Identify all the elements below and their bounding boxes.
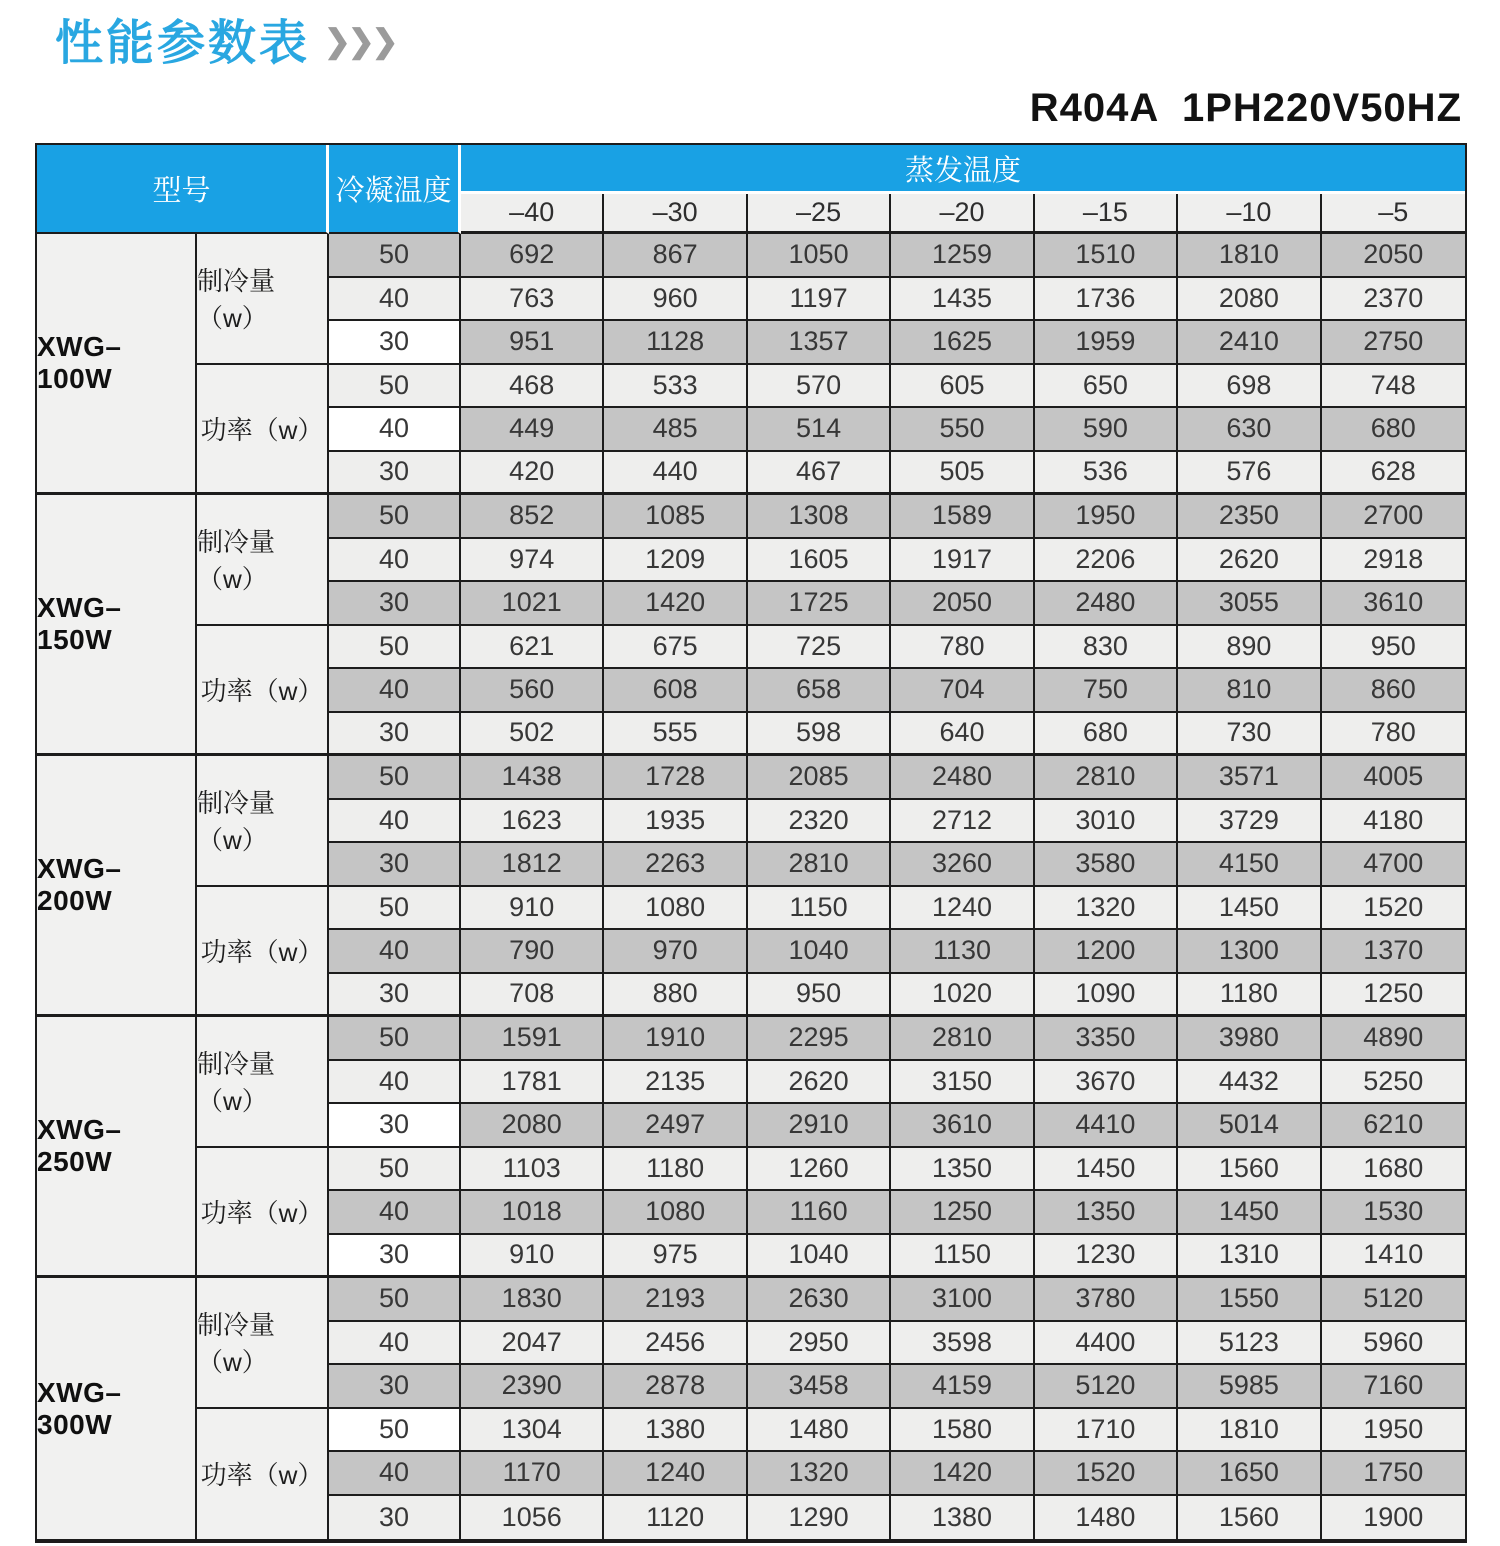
evap-temp-col-header: –10 xyxy=(1178,194,1321,234)
cond-temp-cell: 30 xyxy=(329,321,461,365)
data-cell: 467 xyxy=(748,452,891,496)
data-cell: 790 xyxy=(461,930,604,974)
data-cell: 1510 xyxy=(1035,234,1178,278)
data-cell: 1736 xyxy=(1035,278,1178,322)
data-cell: 505 xyxy=(891,452,1034,496)
data-cell: 2497 xyxy=(604,1104,747,1148)
data-cell: 555 xyxy=(604,713,747,757)
data-cell: 1750 xyxy=(1322,1452,1465,1496)
cond-temp-cell: 40 xyxy=(329,800,461,844)
data-cell: 468 xyxy=(461,365,604,409)
data-cell: 1080 xyxy=(604,887,747,931)
data-cell: 1056 xyxy=(461,1496,604,1540)
data-cell: 975 xyxy=(604,1235,747,1279)
cond-temp-cell: 50 xyxy=(329,1278,461,1322)
cond-temp-cell: 50 xyxy=(329,1017,461,1061)
data-cell: 1320 xyxy=(1035,887,1178,931)
section-label-cooling: 制冷量（w） xyxy=(197,1278,329,1409)
cond-temp-cell: 40 xyxy=(329,1452,461,1496)
data-cell: 1290 xyxy=(748,1496,891,1540)
data-cell: 4150 xyxy=(1178,843,1321,887)
data-cell: 2456 xyxy=(604,1322,747,1366)
data-cell: 2480 xyxy=(891,756,1034,800)
data-cell: 1090 xyxy=(1035,974,1178,1018)
data-cell: 1550 xyxy=(1178,1278,1321,1322)
data-cell: 1935 xyxy=(604,800,747,844)
data-cell: 1120 xyxy=(604,1496,747,1540)
data-cell: 2135 xyxy=(604,1061,747,1105)
data-cell: 1160 xyxy=(748,1191,891,1235)
data-cell: 830 xyxy=(1035,626,1178,670)
data-cell: 2263 xyxy=(604,843,747,887)
data-cell: 748 xyxy=(1322,365,1465,409)
data-cell: 5960 xyxy=(1322,1322,1465,1366)
data-cell: 1812 xyxy=(461,843,604,887)
data-cell: 550 xyxy=(891,408,1034,452)
evap-temp-col-header: –5 xyxy=(1322,194,1465,234)
data-cell: 3598 xyxy=(891,1322,1034,1366)
data-cell: 1450 xyxy=(1035,1148,1178,1192)
cond-temp-cell: 30 xyxy=(329,843,461,887)
data-cell: 1380 xyxy=(604,1409,747,1453)
data-cell: 675 xyxy=(604,626,747,670)
cond-temp-cell: 40 xyxy=(329,1061,461,1105)
cond-temp-cell: 30 xyxy=(329,1365,461,1409)
cond-temp-cell: 30 xyxy=(329,582,461,626)
data-cell: 536 xyxy=(1035,452,1178,496)
model-cell: XWG–300W xyxy=(37,1278,197,1539)
data-cell: 1250 xyxy=(891,1191,1034,1235)
data-cell: 1710 xyxy=(1035,1409,1178,1453)
data-cell: 2810 xyxy=(1035,756,1178,800)
data-cell: 1050 xyxy=(748,234,891,278)
data-cell: 4400 xyxy=(1035,1322,1178,1366)
data-cell: 1260 xyxy=(748,1148,891,1192)
data-cell: 890 xyxy=(1178,626,1321,670)
data-cell: 3610 xyxy=(891,1104,1034,1148)
data-cell: 2295 xyxy=(748,1017,891,1061)
data-cell: 2810 xyxy=(891,1017,1034,1061)
perf-table xyxy=(35,143,1467,1543)
data-cell: 750 xyxy=(1035,669,1178,713)
model-cell: XWG–150W xyxy=(37,495,197,756)
data-cell: 780 xyxy=(1322,713,1465,757)
data-cell: 1197 xyxy=(748,278,891,322)
section-label-power: 功率（w） xyxy=(197,365,329,496)
data-cell: 1591 xyxy=(461,1017,604,1061)
data-cell: 4410 xyxy=(1035,1104,1178,1148)
data-cell: 1150 xyxy=(748,887,891,931)
header-evaporating-temp: 蒸发温度 xyxy=(461,145,1465,194)
cond-temp-cell: 40 xyxy=(329,539,461,583)
data-cell: 1950 xyxy=(1322,1409,1465,1453)
data-cell: 2630 xyxy=(748,1278,891,1322)
data-cell: 1580 xyxy=(891,1409,1034,1453)
data-cell: 960 xyxy=(604,278,747,322)
data-cell: 1020 xyxy=(891,974,1034,1018)
cond-temp-cell: 50 xyxy=(329,887,461,931)
data-cell: 950 xyxy=(748,974,891,1018)
data-cell: 2080 xyxy=(1178,278,1321,322)
data-cell: 950 xyxy=(1322,626,1465,670)
data-cell: 3260 xyxy=(891,843,1034,887)
data-cell: 3610 xyxy=(1322,582,1465,626)
data-cell: 1605 xyxy=(748,539,891,583)
data-cell: 2080 xyxy=(461,1104,604,1148)
data-cell: 1725 xyxy=(748,582,891,626)
data-cell: 640 xyxy=(891,713,1034,757)
cond-temp-cell: 50 xyxy=(329,1148,461,1192)
data-cell: 1230 xyxy=(1035,1235,1178,1279)
data-cell: 2712 xyxy=(891,800,1034,844)
data-cell: 1950 xyxy=(1035,495,1178,539)
data-cell: 650 xyxy=(1035,365,1178,409)
data-cell: 7160 xyxy=(1322,1365,1465,1409)
cond-temp-cell: 30 xyxy=(329,1496,461,1540)
data-cell: 628 xyxy=(1322,452,1465,496)
evap-temp-col-header: –30 xyxy=(604,194,747,234)
data-cell: 449 xyxy=(461,408,604,452)
data-cell: 3670 xyxy=(1035,1061,1178,1105)
data-cell: 780 xyxy=(891,626,1034,670)
cond-temp-cell: 30 xyxy=(329,713,461,757)
section-label-cooling: 制冷量（w） xyxy=(197,234,329,365)
data-cell: 2206 xyxy=(1035,539,1178,583)
data-cell: 1420 xyxy=(891,1452,1034,1496)
data-cell: 1040 xyxy=(748,930,891,974)
data-cell: 5120 xyxy=(1035,1365,1178,1409)
data-cell: 852 xyxy=(461,495,604,539)
data-cell: 1810 xyxy=(1178,1409,1321,1453)
data-cell: 1080 xyxy=(604,1191,747,1235)
data-cell: 1130 xyxy=(891,930,1034,974)
data-cell: 1350 xyxy=(891,1148,1034,1192)
data-cell: 2878 xyxy=(604,1365,747,1409)
data-cell: 1410 xyxy=(1322,1235,1465,1279)
data-cell: 5123 xyxy=(1178,1322,1321,1366)
data-cell: 1357 xyxy=(748,321,891,365)
data-cell: 1625 xyxy=(891,321,1034,365)
data-cell: 692 xyxy=(461,234,604,278)
data-cell: 880 xyxy=(604,974,747,1018)
cond-temp-cell: 50 xyxy=(329,495,461,539)
model-cell: XWG–200W xyxy=(37,756,197,1017)
data-cell: 704 xyxy=(891,669,1034,713)
data-cell: 1450 xyxy=(1178,1191,1321,1235)
data-cell: 680 xyxy=(1322,408,1465,452)
data-cell: 590 xyxy=(1035,408,1178,452)
cond-temp-cell: 50 xyxy=(329,234,461,278)
evap-temp-col-header: –15 xyxy=(1035,194,1178,234)
data-cell: 1250 xyxy=(1322,974,1465,1018)
data-cell: 680 xyxy=(1035,713,1178,757)
data-cell: 1240 xyxy=(604,1452,747,1496)
data-cell: 2620 xyxy=(748,1061,891,1105)
data-cell: 598 xyxy=(748,713,891,757)
data-cell: 2918 xyxy=(1322,539,1465,583)
data-cell: 2910 xyxy=(748,1104,891,1148)
cond-temp-cell: 50 xyxy=(329,756,461,800)
data-cell: 2085 xyxy=(748,756,891,800)
data-cell: 2370 xyxy=(1322,278,1465,322)
data-cell: 605 xyxy=(891,365,1034,409)
data-cell: 3150 xyxy=(891,1061,1034,1105)
cond-temp-cell: 40 xyxy=(329,1322,461,1366)
data-cell: 2950 xyxy=(748,1322,891,1366)
data-cell: 3580 xyxy=(1035,843,1178,887)
data-cell: 485 xyxy=(604,408,747,452)
chevron-right-icon: ❯❯❯ xyxy=(324,22,396,59)
data-cell: 1680 xyxy=(1322,1148,1465,1192)
data-cell: 1623 xyxy=(461,800,604,844)
data-cell: 3100 xyxy=(891,1278,1034,1322)
section-label-cooling: 制冷量（w） xyxy=(197,495,329,626)
data-cell: 4890 xyxy=(1322,1017,1465,1061)
data-cell: 725 xyxy=(748,626,891,670)
cond-temp-cell: 40 xyxy=(329,278,461,322)
data-cell: 951 xyxy=(461,321,604,365)
data-cell: 1480 xyxy=(1035,1496,1178,1540)
evap-temp-col-header: –20 xyxy=(891,194,1034,234)
page-title: 性能参数表 xyxy=(55,17,311,70)
data-cell: 5120 xyxy=(1322,1278,1465,1322)
data-cell: 570 xyxy=(748,365,891,409)
data-cell: 1170 xyxy=(461,1452,604,1496)
cond-temp-cell: 30 xyxy=(329,1104,461,1148)
data-cell: 3458 xyxy=(748,1365,891,1409)
header-condensing-temp: 冷凝温度 xyxy=(329,145,461,234)
data-cell: 1650 xyxy=(1178,1452,1321,1496)
data-cell: 2700 xyxy=(1322,495,1465,539)
data-cell: 1560 xyxy=(1178,1496,1321,1540)
cond-temp-cell: 30 xyxy=(329,452,461,496)
data-cell: 1530 xyxy=(1322,1191,1465,1235)
evap-temp-col-header: –25 xyxy=(748,194,891,234)
model-cell: XWG–250W xyxy=(37,1017,197,1278)
data-cell: 3780 xyxy=(1035,1278,1178,1322)
data-cell: 3010 xyxy=(1035,800,1178,844)
data-cell: 1370 xyxy=(1322,930,1465,974)
data-cell: 560 xyxy=(461,669,604,713)
data-cell: 1209 xyxy=(604,539,747,583)
data-cell: 658 xyxy=(748,669,891,713)
data-cell: 3055 xyxy=(1178,582,1321,626)
data-cell: 1308 xyxy=(748,495,891,539)
data-cell: 1589 xyxy=(891,495,1034,539)
data-cell: 1259 xyxy=(891,234,1034,278)
data-cell: 1040 xyxy=(748,1235,891,1279)
data-cell: 3350 xyxy=(1035,1017,1178,1061)
data-cell: 867 xyxy=(604,234,747,278)
data-cell: 4159 xyxy=(891,1365,1034,1409)
data-cell: 1320 xyxy=(748,1452,891,1496)
data-cell: 502 xyxy=(461,713,604,757)
data-cell: 1480 xyxy=(748,1409,891,1453)
title-row xyxy=(55,4,395,73)
cond-temp-cell: 40 xyxy=(329,930,461,974)
evap-temp-col-header: –40 xyxy=(461,194,604,234)
data-cell: 1520 xyxy=(1035,1452,1178,1496)
cond-temp-cell: 40 xyxy=(329,669,461,713)
data-cell: 4180 xyxy=(1322,800,1465,844)
data-cell: 1300 xyxy=(1178,930,1321,974)
data-cell: 2320 xyxy=(748,800,891,844)
data-cell: 1910 xyxy=(604,1017,747,1061)
data-cell: 5985 xyxy=(1178,1365,1321,1409)
data-cell: 1103 xyxy=(461,1148,604,1192)
cond-temp-cell: 40 xyxy=(329,1191,461,1235)
data-cell: 6210 xyxy=(1322,1104,1465,1148)
data-cell: 1240 xyxy=(891,887,1034,931)
refrigerant-spec-label: R404A 1PH220V50HZ xyxy=(1029,86,1462,130)
data-cell: 608 xyxy=(604,669,747,713)
cond-temp-cell: 50 xyxy=(329,626,461,670)
data-cell: 1200 xyxy=(1035,930,1178,974)
cond-temp-cell: 30 xyxy=(329,974,461,1018)
data-cell: 1520 xyxy=(1322,887,1465,931)
data-cell: 1021 xyxy=(461,582,604,626)
data-cell: 1959 xyxy=(1035,321,1178,365)
data-cell: 3729 xyxy=(1178,800,1321,844)
data-cell: 5014 xyxy=(1178,1104,1321,1148)
section-label-power: 功率（w） xyxy=(197,626,329,757)
cond-temp-cell: 50 xyxy=(329,365,461,409)
cond-temp-cell: 30 xyxy=(329,1235,461,1279)
data-cell: 1350 xyxy=(1035,1191,1178,1235)
data-cell: 763 xyxy=(461,278,604,322)
data-cell: 860 xyxy=(1322,669,1465,713)
data-cell: 1450 xyxy=(1178,887,1321,931)
data-cell: 970 xyxy=(604,930,747,974)
data-cell: 4700 xyxy=(1322,843,1465,887)
data-cell: 1128 xyxy=(604,321,747,365)
data-cell: 1900 xyxy=(1322,1496,1465,1540)
data-cell: 4432 xyxy=(1178,1061,1321,1105)
data-cell: 1438 xyxy=(461,756,604,800)
data-cell: 698 xyxy=(1178,365,1321,409)
data-cell: 1810 xyxy=(1178,234,1321,278)
data-cell: 1420 xyxy=(604,582,747,626)
data-cell: 2750 xyxy=(1322,321,1465,365)
data-cell: 910 xyxy=(461,1235,604,1279)
section-label-power: 功率（w） xyxy=(197,887,329,1018)
data-cell: 910 xyxy=(461,887,604,931)
data-cell: 1435 xyxy=(891,278,1034,322)
data-cell: 3571 xyxy=(1178,756,1321,800)
data-cell: 810 xyxy=(1178,669,1321,713)
cond-temp-cell: 50 xyxy=(329,1409,461,1453)
data-cell: 1781 xyxy=(461,1061,604,1105)
data-cell: 1018 xyxy=(461,1191,604,1235)
data-cell: 708 xyxy=(461,974,604,1018)
data-cell: 730 xyxy=(1178,713,1321,757)
header-model: 型号 xyxy=(37,145,329,234)
data-cell: 2050 xyxy=(891,582,1034,626)
data-cell: 1304 xyxy=(461,1409,604,1453)
data-cell: 2193 xyxy=(604,1278,747,1322)
data-cell: 1560 xyxy=(1178,1148,1321,1192)
data-cell: 1380 xyxy=(891,1496,1034,1540)
data-cell: 2350 xyxy=(1178,495,1321,539)
data-cell: 1917 xyxy=(891,539,1034,583)
data-cell: 630 xyxy=(1178,408,1321,452)
section-label-power: 功率（w） xyxy=(197,1148,329,1279)
section-label-cooling: 制冷量（w） xyxy=(197,1017,329,1148)
data-cell: 1180 xyxy=(604,1148,747,1192)
data-cell: 2390 xyxy=(461,1365,604,1409)
data-cell: 5250 xyxy=(1322,1061,1465,1105)
cond-temp-cell: 40 xyxy=(329,408,461,452)
data-cell: 514 xyxy=(748,408,891,452)
data-cell: 1728 xyxy=(604,756,747,800)
data-cell: 1180 xyxy=(1178,974,1321,1018)
data-cell: 1085 xyxy=(604,495,747,539)
section-label-power: 功率（w） xyxy=(197,1409,329,1540)
data-cell: 440 xyxy=(604,452,747,496)
data-cell: 3980 xyxy=(1178,1017,1321,1061)
data-cell: 2480 xyxy=(1035,582,1178,626)
data-cell: 2047 xyxy=(461,1322,604,1366)
data-cell: 1830 xyxy=(461,1278,604,1322)
data-cell: 576 xyxy=(1178,452,1321,496)
data-cell: 533 xyxy=(604,365,747,409)
data-cell: 2410 xyxy=(1178,321,1321,365)
data-cell: 2810 xyxy=(748,843,891,887)
model-cell: XWG–100W xyxy=(37,234,197,495)
data-cell: 420 xyxy=(461,452,604,496)
data-cell: 2620 xyxy=(1178,539,1321,583)
data-cell: 4005 xyxy=(1322,756,1465,800)
data-cell: 621 xyxy=(461,626,604,670)
data-cell: 1150 xyxy=(891,1235,1034,1279)
data-cell: 974 xyxy=(461,539,604,583)
data-cell: 2050 xyxy=(1322,234,1465,278)
data-cell: 1310 xyxy=(1178,1235,1321,1279)
section-label-cooling: 制冷量（w） xyxy=(197,756,329,887)
